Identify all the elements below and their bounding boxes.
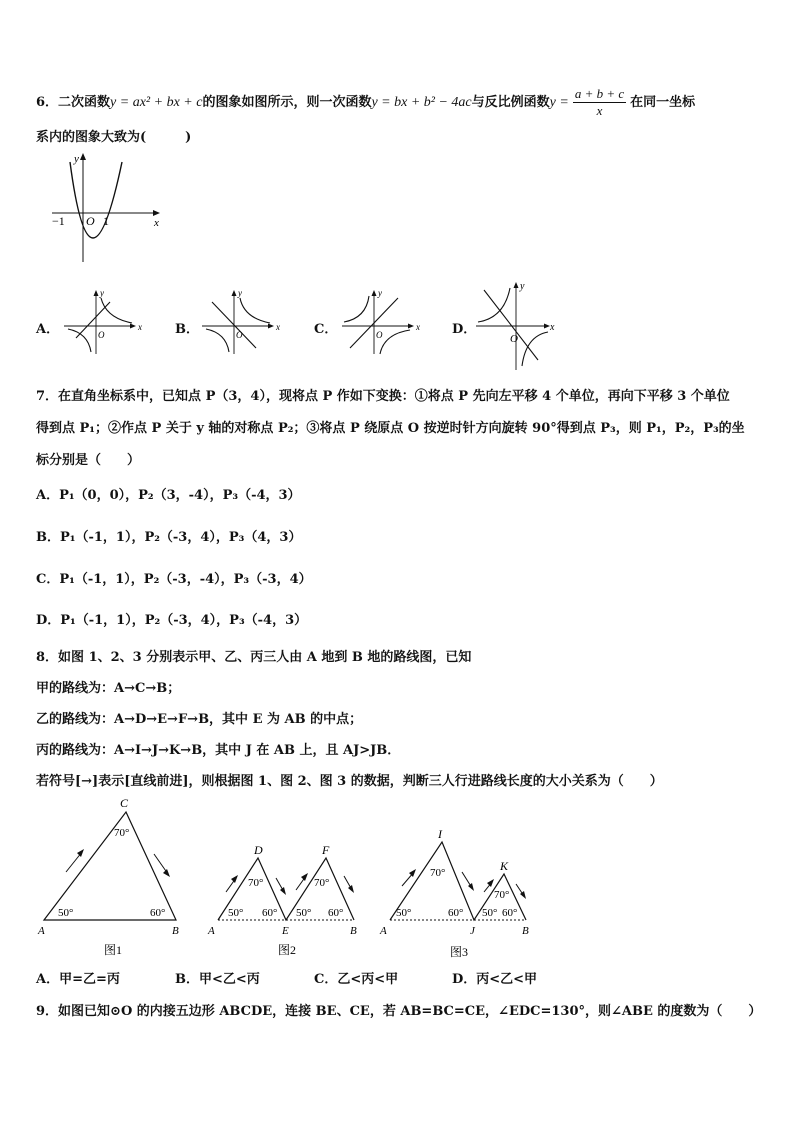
svg-text:x: x [550, 322, 555, 333]
q7-option-a[interactable]: A．P₁（0，0），P₂（3，-4），P₃（-4，3） [36, 488, 301, 503]
q9-line1: 9．如图已知⊙O 的内接五边形 ABCDE，连接 BE、CE，若 AB=BC=CE，∠EDC=130°，则∠ABE 的度数为（ ） [36, 1004, 762, 1019]
fig2-angle-l1: 50° [228, 907, 244, 919]
q6-frac-denominator: x [596, 103, 603, 118]
fig1-label-a: A [38, 925, 45, 937]
q6-frac-numerator: a + b + c [574, 86, 625, 101]
fig1-label-b: B [172, 925, 179, 937]
q8-figure-1 [34, 792, 194, 962]
svg-text:x: x [276, 322, 280, 332]
fig3-angle-r1: 60° [448, 907, 464, 919]
q8-option-c[interactable]: C．乙<丙<甲 [314, 972, 399, 987]
svg-text:x: x [138, 322, 142, 332]
fig2-angle-l2: 50° [296, 907, 312, 919]
q6-option-c-graph[interactable] [340, 288, 422, 356]
q6-option-a-graph[interactable] [62, 288, 144, 356]
q6-eq-linear: y = bx + b² − 4ac [371, 95, 472, 110]
q7-option-c[interactable]: C．P₁（-1，1），P₂（-3，-4），P₃（-3，4） [36, 572, 312, 587]
fig1-angle-left: 50° [58, 907, 74, 919]
q8-line1: 8．如图 1、2、3 分别表示甲、乙、丙三人由 A 地到 B 地的路线图，已知 [36, 650, 472, 665]
q6-option-c-label: C． [314, 322, 338, 337]
q8-option-a[interactable]: A．甲=乙=丙 [36, 972, 120, 987]
fig2-angle-r1: 60° [262, 907, 278, 919]
fig2-label-a: A [208, 925, 215, 937]
fig2-angle-top2: 70° [314, 877, 330, 889]
fig3-label-a: A [380, 925, 387, 937]
q6-neg1-label: −1 [52, 214, 65, 228]
q8-option-b[interactable]: B．甲<乙<丙 [175, 972, 260, 987]
q6-suffix: 在同一坐标 [630, 95, 696, 110]
q8-figure-3 [376, 828, 536, 964]
q6-option-d-label: D． [452, 322, 477, 337]
q6-x-label: x [154, 217, 159, 229]
q8-line3: 乙的路线为：A→D→E→F→B，其中 E 为 AB 的中点； [36, 712, 363, 727]
fig1-label-c: C [120, 796, 129, 810]
q6-fraction [573, 86, 626, 119]
q8-line4: 丙的路线为：A→I→J→K→B，其中 J 在 AB 上，且 AJ>JB． [36, 743, 401, 758]
svg-text:y: y [378, 288, 382, 298]
svg-text:O: O [236, 330, 243, 340]
q7-line1: 7．在直角坐标系中，已知点 P（3，4），现将点 P 作如下变换：①将点 P 先向左平移 4 个单位，再向下平移 3 个单位 [36, 389, 730, 404]
q7-line2: 得到点 P₁；②作点 P 关于 y 轴的对称点 P₂；③将点 P 绕原点 O 按逆时针方向旋转 90°得到点 P₃，则 P₁，P₂，P₃的坐 [36, 421, 745, 436]
q6-eq-quadratic: y = ax² + bx + c [110, 95, 203, 110]
q6-prefix: 6．二次函数 [36, 95, 111, 110]
svg-text:O: O [376, 330, 383, 340]
fig3-angle-r2: 60° [502, 907, 518, 919]
q6-option-b-graph[interactable] [200, 288, 282, 356]
fig1-angle-top: 70° [114, 827, 130, 839]
fig1-angle-right: 60° [150, 907, 166, 919]
svg-text:O: O [98, 330, 105, 340]
q8-figure-2 [204, 840, 364, 962]
q8-line2: 甲的路线为：A→C→B； [36, 681, 181, 696]
q6-line2: 系内的图象大致为( ) [36, 130, 192, 145]
q6-y-label: y [74, 153, 79, 165]
fig2-label-b: B [350, 925, 357, 937]
q7-option-b[interactable]: B．P₁（-1，1），P₂（-3，4），P₃（4，3） [36, 530, 302, 545]
svg-text:y: y [520, 281, 525, 292]
fig2-caption: 图2 [278, 943, 297, 957]
fig3-angle-l2: 50° [482, 907, 498, 919]
q6-one-label: 1 [103, 214, 109, 228]
q6-option-d-graph[interactable] [474, 280, 558, 372]
fig3-label-b: B [522, 925, 529, 937]
q8-line5: 若符号[→]表示[直线前进]，则根据图 1、图 2、图 3 的数据，判断三人行进路线长度的大小关系为（ ） [36, 774, 663, 789]
q7-line3: 标分别是（ ） [36, 453, 141, 468]
fig2-angle-top1: 70° [248, 877, 264, 889]
svg-text:y: y [100, 288, 104, 298]
fig3-angle-top2: 70° [494, 889, 510, 901]
fig3-caption: 图3 [450, 945, 469, 959]
svg-text:y: y [238, 288, 242, 298]
fig3-label-j: J [470, 925, 475, 937]
svg-text:O: O [510, 333, 518, 345]
q6-mid1: 的图象如图所示，则一次函数 [202, 95, 372, 110]
fig2-angle-r2: 60° [328, 907, 344, 919]
q6-option-a-label: A． [36, 322, 60, 337]
q6-eq-inverse-lhs: y = [549, 95, 569, 110]
q6-parabola-graph [48, 150, 166, 266]
fig3-angle-top1: 70° [430, 867, 446, 879]
q8-option-d[interactable]: D．丙<乙<甲 [452, 972, 538, 987]
fig3-angle-l1: 50° [396, 907, 412, 919]
fig1-caption: 图1 [104, 943, 123, 957]
q6-line1 [36, 86, 695, 119]
fig2-label-f: F [322, 843, 330, 857]
fig3-label-i: I [438, 828, 442, 841]
q6-origin-label: O [86, 214, 95, 228]
q6-option-b-label: B． [175, 322, 199, 337]
q7-option-d[interactable]: D．P₁（-1，1），P₂（-3，4），P₃（-4，3） [36, 613, 308, 628]
fig3-label-k: K [500, 859, 509, 873]
fig2-label-e: E [282, 925, 289, 937]
q6-mid2: 与反比例函数 [471, 95, 550, 110]
fig2-label-d: D [254, 843, 263, 857]
svg-text:x: x [416, 322, 420, 332]
